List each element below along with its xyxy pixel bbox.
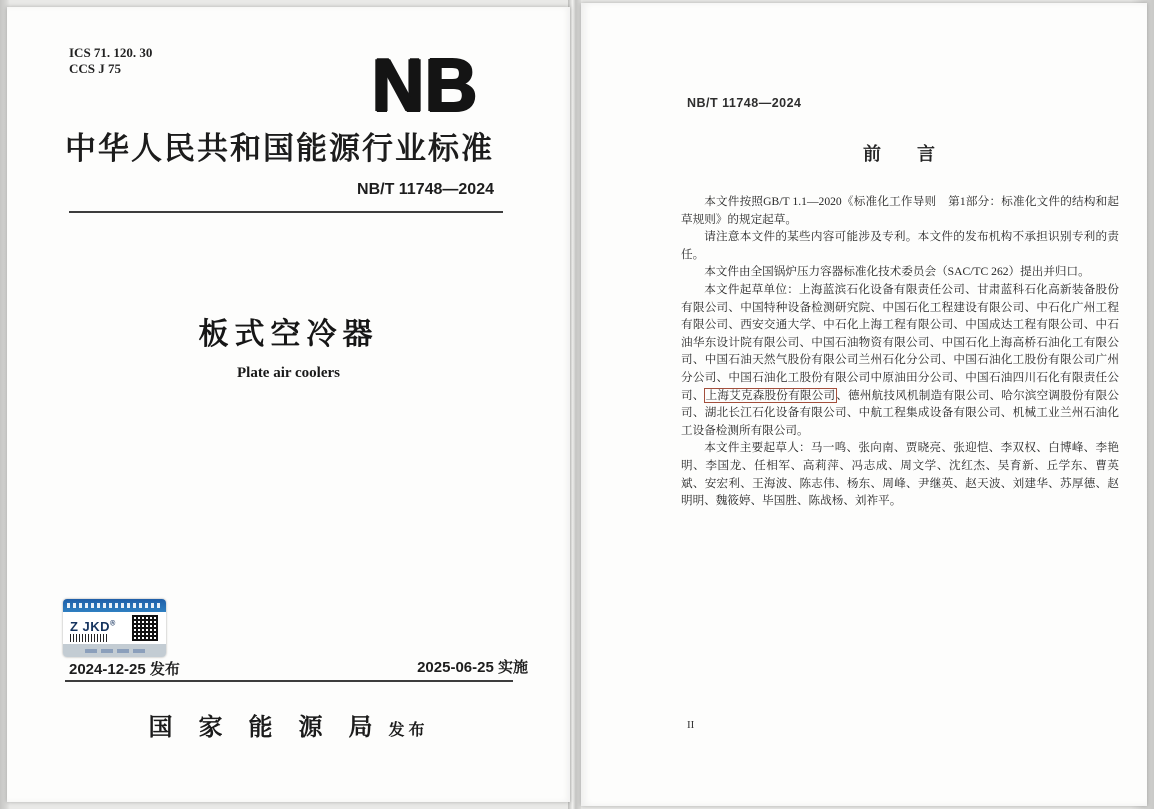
foreword-paragraph-4 (681, 281, 1119, 439)
document-title-cn: 板式空冷器 (198, 318, 379, 351)
foreword-paragraph-1: 本文件按照GB/T 1.1—2020《标准化工作导则 第1部分：标准化文件的结构和起草规则》的规定起草。 (681, 195, 1119, 226)
stamp-body (63, 612, 166, 644)
drafting-orgs-text-cont: 、德州航技风机制造有限公司、哈尔滨空调股份有限公司、湖北长江石化设备有限公司、中航工程集成设备有限公司、机械工业兰州石油化工设备检测所有限公司。 (681, 388, 1119, 437)
issue-date: 2024-12-25 发布 (69, 661, 180, 678)
registered-trademark-icon: ® (110, 620, 116, 628)
implementation-date: 2025-06-25 实施 (417, 659, 528, 676)
qr-code-icon (132, 615, 158, 641)
page-number: II (687, 719, 695, 731)
nb-logo: NB (372, 44, 478, 128)
foreword-paragraph-3: 本文件由全国锅炉压力容器标准化技术委员会（SAC/TC 262）提出并归口。 (704, 265, 1090, 279)
cover-page (7, 7, 570, 802)
header-doc-number: NB/T 11748—2024 (687, 96, 802, 110)
publisher-row (7, 707, 570, 742)
publisher-name: 国 家 能 源 局 (148, 715, 383, 741)
stamp-footer-strip (63, 644, 166, 657)
publisher-suffix: 发布 (388, 722, 429, 739)
classification-codes (69, 45, 152, 77)
cover-rule-top (69, 211, 503, 213)
cover-rule-bottom (65, 680, 513, 682)
standard-name: 中华人民共和国能源行业标准 (65, 131, 494, 166)
foreword-paragraph-5: 本文件主要起草人：马一鸣、张向南、贾晓亮、张迎恺、李双权、白博峰、李艳明、李国龙、任相军、高莉萍、冯志成、周文学、沈红杰、吴育新、丘学东、曹英斌、安宏利、王海波、陈志伟、杨东、周峰、尹继英、赵天波、刘建华、苏厚德、赵明明、魏筱婷、毕国胜、陈战杨、刘祚平。 (681, 441, 1119, 508)
ccs-code: CCS J 75 (69, 61, 122, 76)
foreword-paragraph-2: 请注意本文件的某些内容可能涉及专利。本文件的发布机构不承担识别专利的责任。 (681, 230, 1119, 261)
stamp-banner (63, 599, 166, 612)
doc-number: NB/T 11748—2024 (357, 181, 494, 198)
ics-code: ICS 71. 120. 30 (69, 45, 153, 60)
foreword-heading: 前 言 (863, 144, 935, 164)
foreword-body (681, 193, 1119, 510)
highlighted-company: 上海艾克森股份有限公司 (705, 388, 836, 402)
drafting-orgs-text: 本文件起草单位：上海蓝滨石化设备有限责任公司、甘肃蓝科石化高新装备股份有限公司、中国特种设备检测研究院、中国石化工程建设有限公司、中石化广州工程有限公司、西安交通大学、中石化上海工程有限公司、中国成达工程有限公司、中石油华东设计院有限公司、中国石油物资有限公司、中国石化上海高桥石油化工有限公司、中国石油天然气股份有限公司兰州石化分公司、中国石油化工股份有限公司广州分公司、中国石油化工股份有限公司中原油田分公司、中国石油四川石化有限责任公司、 (681, 282, 1119, 402)
foreword-page (581, 3, 1147, 806)
document-title-en: Plate air coolers (236, 365, 340, 381)
stamp-code-text: Z JKD® (70, 619, 116, 634)
anti-counterfeit-stamp (63, 599, 166, 657)
barcode-icon (70, 634, 108, 642)
